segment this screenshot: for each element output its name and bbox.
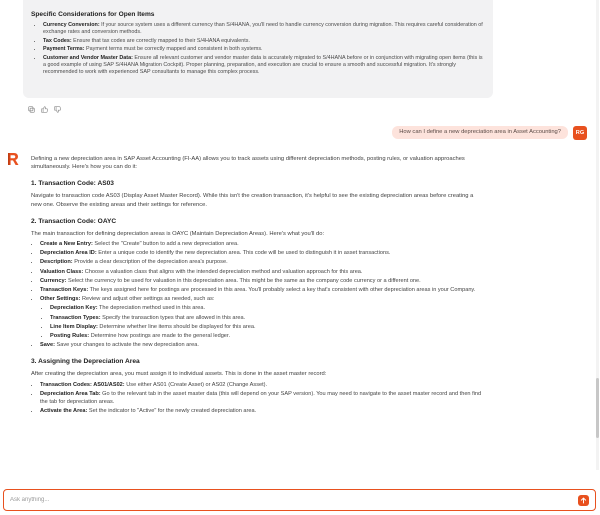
list-item: • Description: Provide a clear description of the depreciation area's purpose. xyxy=(40,258,485,266)
section-heading: 2. Transaction Code: OAYC xyxy=(31,217,117,225)
list-item: • Other Settings: Review and adjust other settings as needed, such as: • Depreciation Key: The depreciation method used in this area. • Transaction Types: Specify the transaction types that are allowed in this area. • Line Item Display: Determine whether line items should be displayed for this area. • Posting Rules: Determine how postings are made to the general ledger. xyxy=(40,295,485,340)
list-item: • Depreciation Area Tab: Go to the relevant tab in the asset master data (this will depend on your SAP version). You may need to navigate to the asset master record and then find the tab for depreciation areas. xyxy=(40,390,485,406)
steps-list xyxy=(31,381,485,416)
logo-r-icon xyxy=(7,152,19,166)
bottom-fade xyxy=(0,475,600,489)
section-text: After creating the depreciation area, you must assign it to individual assets. This is done in the asset master record: xyxy=(31,371,327,378)
scrollbar-thumb[interactable] xyxy=(596,378,599,438)
list-item: • Line Item Display: Determine whether line items should be displayed for this area. xyxy=(50,323,485,331)
arrow-up-icon xyxy=(580,497,587,504)
chat-input[interactable] xyxy=(10,493,570,507)
list-item: • Posting Rules: Determine how postings are made to the general ledger. xyxy=(50,332,485,340)
thumbs-up-icon[interactable] xyxy=(41,106,48,113)
section-text: Navigate to transaction code AS03 (Display Asset Master Record). While this isn't the creation transaction, it's helpful to see the existing depreciation areas before creating a new one. Observe the existing areas and their settings for reference. xyxy=(31,193,474,208)
user-message-bubble: How can I define a new depreciation area in Asset Accounting? xyxy=(392,126,568,139)
list-item: • Transaction Keys: The keys assigned here for postings are processed in this area. You'll probably select a key that's consistent with other depreciation areas in your Company. xyxy=(40,286,485,294)
section-text: The main transaction for defining depreciation areas is OAYC (Maintain Depreciation Areas). Here's what you'll do: xyxy=(31,230,325,237)
section-heading: 3. Assigning the Depreciation Area xyxy=(31,358,140,366)
sub-list xyxy=(40,304,485,340)
copy-icon[interactable] xyxy=(28,106,35,113)
list-item: • Valuation Class: Choose a valuation class that aligns with the intended depreciation method and valuation approach for this area. xyxy=(40,268,485,276)
list-item: • Payment Terms: Payment terms must be correctly mapped and consistent in both systems. xyxy=(43,46,485,53)
list-item: • Transaction Types: Specify the transaction types that are allowed in this area. xyxy=(50,314,485,322)
list-item: • Currency: Select the currency to be used for valuation in this depreciation area. This might be the same as the company code currency or a different one. xyxy=(40,277,485,285)
user-avatar[interactable]: RG xyxy=(573,126,587,140)
thumbs-down-icon[interactable] xyxy=(54,106,61,113)
message-actions xyxy=(28,106,61,113)
list-item: • Save: Save your changes to activate the new depreciation area. xyxy=(40,341,485,349)
list-item: • Create a New Entry: Select the "Create" button to add a new depreciation area. xyxy=(40,240,485,248)
list-item: • Activate the Area: Set the indicator to "Active" for the newly created depreciation area. xyxy=(40,407,485,415)
answer-intro: Defining a new depreciation area in SAP Asset Accounting (FI-AA) allows you to track assets using different depreciation methods, posting rules, or valuation approaches simultaneously. Here's how you can do it: xyxy=(31,156,465,171)
list-item: • Depreciation Area ID: Enter a unique code to identify the new depreciation area. This code will be used to distinguish it in asset transactions. xyxy=(40,249,485,257)
assistant-answer xyxy=(31,155,485,416)
chat-input-box xyxy=(3,489,596,511)
steps-list xyxy=(31,240,485,349)
section-heading: 1. Transaction Code: AS03 xyxy=(31,180,114,188)
previous-answer-list xyxy=(31,22,485,77)
list-item: • Customer and Vendor Master Data: Ensure all relevant customer and vendor master data is accurately migrated to S/4HANA before or in conjunction with migrating open items (this is a good example of using SAP S/4HANA Migration Cockpit). Proper planning, preparation, and execution are crucial to ensure a smooth and successful migration. It's strongly recommended to work with experienced SAP consultants to manage this complex process. xyxy=(43,55,485,77)
previous-answer-heading: Specific Considerations for Open Items xyxy=(31,11,155,18)
list-item: • Depreciation Key: The depreciation method used in this area. xyxy=(50,304,485,312)
list-item: • Currency Conversion: If your source system uses a different currency than S/4HANA, you'll need to handle currency conversion during migration. This requires careful consideration of exchange rates and conversion methods. xyxy=(43,22,485,37)
list-item: • Transaction Codes: AS01/AS02: Use either AS01 (Create Asset) or AS02 (Change Asset). xyxy=(40,381,485,389)
send-button[interactable] xyxy=(578,495,589,506)
list-item: • Tax Codes: Ensure that tax codes are correctly mapped to their S/4HANA equivalents. xyxy=(43,38,485,45)
scrollbar[interactable] xyxy=(596,0,599,470)
previous-answer-card xyxy=(23,0,493,98)
